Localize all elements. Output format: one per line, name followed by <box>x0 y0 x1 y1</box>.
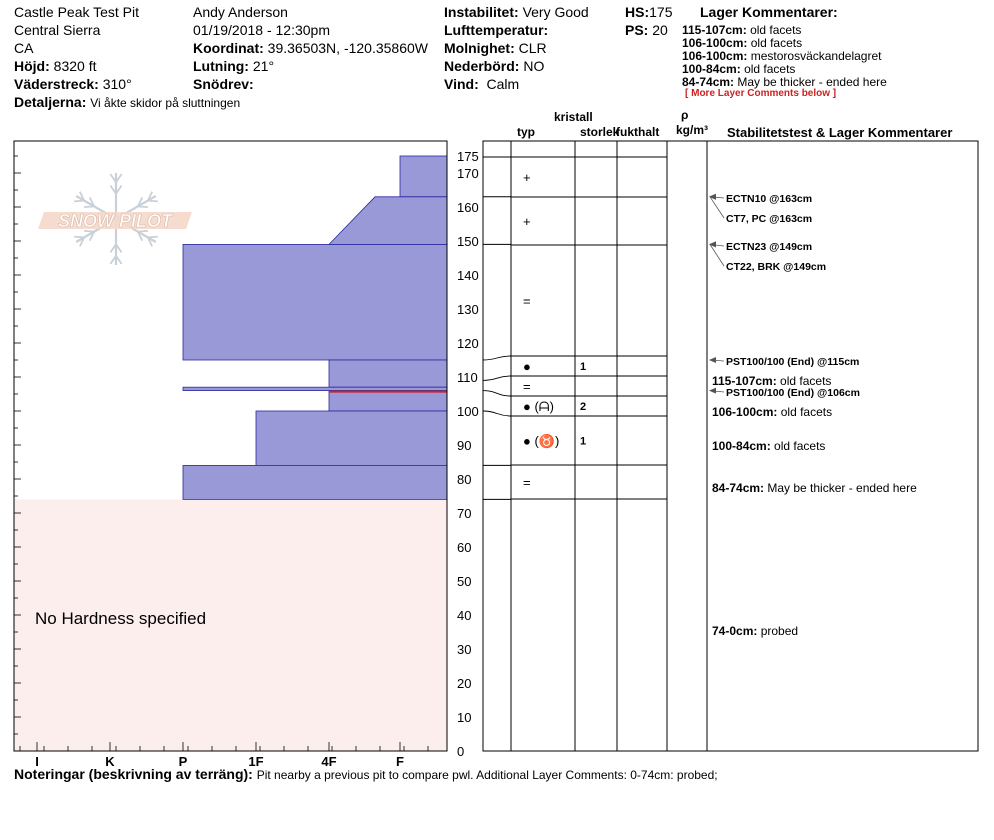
instability-value: Very Good <box>522 4 589 20</box>
layer-comment-text: old facets <box>744 62 796 76</box>
details-value: Vi åkte skidor på sluttningen <box>90 96 241 110</box>
depth-label: 50 <box>457 574 472 589</box>
air-temp-label: Lufttemperatur: <box>444 22 549 38</box>
grain-type-symbol: = <box>523 475 531 490</box>
grain-type-symbol: ● (ᗩ) <box>523 399 554 414</box>
details-label: Detaljerna: <box>14 94 87 110</box>
layer-comment-row <box>712 481 917 495</box>
depth-label: 160 <box>457 200 479 215</box>
layer-connector-line <box>483 391 511 396</box>
instability-label: Instabilitet: <box>444 4 519 20</box>
hardness-tick-label: 4F <box>321 754 337 769</box>
hardness-layer-bar <box>256 411 447 465</box>
arrow-head-icon <box>709 194 716 200</box>
layer-comment-range: 74-0cm: <box>712 624 758 638</box>
layer-comment-range: 100-84cm: <box>712 439 771 453</box>
layer-comment-range: 115-107cm: <box>682 23 747 37</box>
depth-label: 90 <box>457 438 472 453</box>
snowflake-icon <box>148 201 158 202</box>
depth-label: 60 <box>457 540 472 555</box>
layer-comment-row <box>712 374 831 388</box>
depth-label: 30 <box>457 642 472 657</box>
snowflake-icon <box>74 201 84 202</box>
crystal-header: kristall <box>554 110 593 124</box>
snowflake-icon <box>84 206 94 207</box>
snowflake-icon <box>138 231 148 232</box>
elevation-value: 8320 ft <box>53 58 97 74</box>
snowflake-icon <box>138 206 148 207</box>
layer-comment-text: old facets <box>770 439 826 453</box>
layer-comment-text: probed <box>757 624 799 638</box>
hardness-tick-label: I <box>35 754 39 769</box>
layer-comment-text: old facets <box>750 36 803 50</box>
layer-comment-row <box>712 624 798 638</box>
layer-comment-row <box>712 405 832 419</box>
grain-type-symbol: ● (♉) <box>523 433 560 449</box>
coordinates-value: 39.36503N, -120.35860W <box>267 40 428 56</box>
depth-label: 20 <box>457 676 472 691</box>
hardness-tick-label: K <box>105 754 115 769</box>
stability-test-arrow <box>710 197 724 218</box>
stability-test-label: ECTN23 @149cm <box>726 241 813 253</box>
stability-test-arrow <box>710 244 724 266</box>
grain-type-symbol: ● <box>523 359 531 374</box>
elevation-label: Höjd: <box>14 58 50 74</box>
hardness-tick-label: P <box>178 754 188 769</box>
layer-connector-line <box>483 356 511 360</box>
depth-label: 40 <box>457 608 472 623</box>
stability-test-label: PST100/100 (End) @106cm <box>726 387 860 399</box>
observation-datetime: 01/19/2018 - 12:30pm <box>193 22 330 38</box>
layer-comment-text: old facets <box>776 374 832 388</box>
layer-connector-line <box>483 376 511 380</box>
hardness-layer-bar <box>400 156 447 197</box>
depth-label: 0 <box>457 744 465 759</box>
grain-type-symbol: + <box>523 214 531 229</box>
stability-test-label: CT22, BRK @149cm <box>726 261 827 273</box>
depth-label: 10 <box>457 710 472 725</box>
layer-comment-range: 106-100cm: <box>682 49 748 63</box>
no-hardness-label: No Hardness specified <box>35 609 207 628</box>
layer-comment-text: May be thicker - ended here <box>737 75 887 89</box>
notes <box>14 766 718 782</box>
depth-label: 175 <box>457 149 479 164</box>
snowflake-icon <box>148 237 158 238</box>
wind-label: Vind: <box>444 76 479 92</box>
hardness-layer-bar <box>183 244 447 360</box>
layer-comment-range: 84-74cm: <box>682 75 735 89</box>
hardness-layer-bar <box>329 360 447 387</box>
hardness-layer-bar <box>329 391 447 411</box>
hs-value: 175 <box>649 4 673 20</box>
sky-label: Molnighet: <box>444 40 515 56</box>
arrow-head-icon <box>709 388 716 394</box>
hs-label: HS: <box>625 4 650 20</box>
notes-value: Pit nearby a previous pit to compare pwl. Additional Layer Comments: 0-74cm: probed; <box>256 768 718 782</box>
depth-label: 130 <box>457 302 479 317</box>
layer-comment-text: May be thicker - ended here <box>764 481 917 495</box>
layer-comment-range: 106-100cm: <box>682 36 748 50</box>
layer-comment-range: 115-107cm: <box>712 374 777 388</box>
coordinates-label: Koordinat: <box>193 40 264 56</box>
size-header: storlek <box>580 125 620 139</box>
depth-label: 110 <box>457 370 478 385</box>
type-header: typ <box>517 125 535 139</box>
hardness-tick-label: F <box>396 754 404 769</box>
aspect-label: Väderstreck: <box>14 76 99 92</box>
moisture-header: fukthalt <box>616 125 660 139</box>
aspect-value: 310° <box>102 76 132 92</box>
density-unit: kg/m³ <box>676 123 709 137</box>
density-symbol: ρ <box>681 108 689 122</box>
stability-test-label: CT7, PC @163cm <box>726 213 813 225</box>
grain-type-symbol: = <box>523 293 531 309</box>
grain-size-value: 2 <box>580 401 587 413</box>
hardness-tick-label: 1F <box>248 754 264 769</box>
grain-size-value: 1 <box>580 435 587 448</box>
drift-label: Snödrev: <box>193 76 254 92</box>
grain-type-symbol: = <box>523 379 531 394</box>
depth-label: 70 <box>457 506 472 521</box>
slope-label: Lutning: <box>193 58 249 74</box>
hardness-layer-bar <box>329 197 447 245</box>
range-name: Central Sierra <box>14 22 101 38</box>
depth-label: 170 <box>457 166 479 181</box>
notes-label: Noteringar (beskrivning av terräng): <box>14 766 253 782</box>
ps-value: 20 <box>652 22 668 38</box>
arrow-head-icon <box>709 357 716 363</box>
layer-comment-text: mestorosväckandelagret <box>750 49 882 63</box>
depth-label: 150 <box>457 234 479 249</box>
layer-comment-text: old facets <box>777 405 833 419</box>
more-layer-comments-link[interactable]: [ More Layer Comments below ] <box>685 88 837 99</box>
hardness-layer-bar <box>183 387 447 390</box>
depth-label: 120 <box>457 336 479 351</box>
logo-text: SNOW PILOT <box>58 211 172 231</box>
depth-label: 80 <box>457 472 472 487</box>
depth-label: 140 <box>457 268 479 283</box>
state-name: CA <box>14 40 34 56</box>
layer-comment-text: old facets <box>750 23 802 37</box>
layer-comments-title: Lager Kommentarer: <box>700 4 838 20</box>
ps-label: PS: <box>625 22 649 38</box>
precip-value: NO <box>523 58 545 74</box>
sky-value: CLR <box>518 40 547 56</box>
layer-comment-range: 106-100cm: <box>712 405 778 419</box>
snowflake-icon <box>74 237 84 238</box>
observer-name: Andy Anderson <box>193 4 288 20</box>
depth-label: 100 <box>457 404 479 419</box>
arrow-head-icon <box>709 241 716 247</box>
slope-value: 21° <box>252 58 275 74</box>
layer-comment-range: 100-84cm: <box>682 62 741 76</box>
hardness-layer-bar <box>183 465 447 499</box>
stability-test-label: PST100/100 (End) @115cm <box>726 356 860 368</box>
location-name: Castle Peak Test Pit <box>14 4 140 20</box>
grain-type-symbol: + <box>523 170 531 185</box>
layer-comment-row <box>712 439 825 453</box>
snowflake-icon <box>84 231 94 232</box>
layer-comment-range: 84-74cm: <box>712 481 765 495</box>
stability-test-label: ECTN10 @163cm <box>726 193 813 205</box>
stability-header: Stabilitetstest & Lager Kommentarer <box>727 125 953 140</box>
wind-value: Calm <box>486 76 520 92</box>
precip-label: Nederbörd: <box>444 58 520 74</box>
grain-size-value: 1 <box>580 361 587 373</box>
layer-connector-line <box>483 411 511 416</box>
